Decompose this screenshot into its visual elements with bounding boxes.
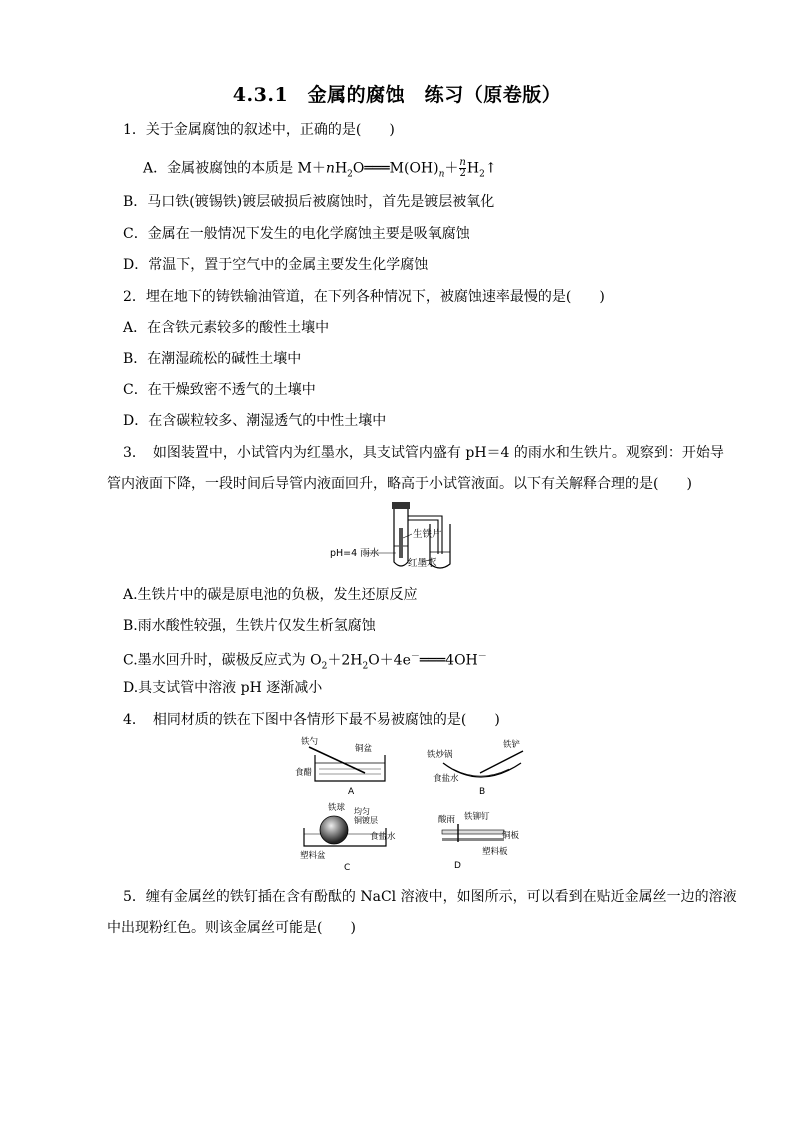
label-plastic-plate: 塑料板: [482, 847, 508, 857]
q3-stem-line1: 3． 如图装置中，小试管内为红墨水，具支试管内盛有 pH＝4 的雨水和生铁片。观察到：开始导: [123, 445, 724, 461]
iron-piece-icon: [399, 528, 403, 558]
label-figure-d: D: [454, 861, 461, 871]
q1-option-b: B．马口铁(镀锡铁)镀层破损后被腐蚀时，首先是镀层被氧化: [123, 194, 495, 210]
label-vinegar: 食醋: [295, 768, 313, 778]
q5-stem-line2: 中出现粉红色。则该金属丝可能是( ): [107, 920, 356, 936]
label-acid-rain: 酸雨: [438, 815, 456, 825]
label-iron-spoon: 铁勺: [301, 737, 319, 747]
q2-option-d: D．在含碳粒较多、潮湿透气的中性土壤中: [123, 413, 387, 429]
q5-stem-line1: 5．缠有金属丝的铁钉插在含有酚酞的 NaCl 溶液中，如图所示，可以看到在贴近金属丝一边的溶液: [123, 889, 737, 905]
q3-stem-line2: 管内液面下降，一段时间后导管内液面回升，略高于小试管液面。以下有关解释合理的是( ): [107, 476, 692, 492]
label-salt-water: 食盐水: [433, 774, 459, 784]
q1-stem: 1．关于金属腐蚀的叙述中，正确的是( ): [123, 122, 395, 138]
iron-shovel-icon: [480, 751, 523, 773]
label-figure-a: A: [348, 787, 355, 797]
q3-option-b: B.雨水酸性较强，生铁片仅发生析氢腐蚀: [123, 618, 376, 634]
label-figure-b: B: [479, 787, 486, 797]
label-plastic-basin: 塑料盆: [300, 851, 326, 861]
plastic-plate-icon: [442, 838, 504, 841]
q4-figure-c: [290, 800, 415, 872]
q3-apparatus-figure: [330, 498, 470, 578]
label-iron-rivet: 铁铆钉: [464, 812, 490, 822]
q3-option-c: C.墨水回升时，碳极反应式为 $O_2+2H_2O+4e^-═══4OH^-$: [123, 652, 487, 672]
label-ph-rain: pH=4 雨水: [330, 548, 380, 559]
copper-plate-icon: [442, 830, 504, 834]
page-title: 4.3.1 金属的腐蚀 练习（原卷版）: [232, 84, 562, 106]
label-copper-plate: 铜板: [502, 831, 520, 841]
label-iron-wok: 铁炒锅: [427, 750, 453, 760]
stopper-icon: [392, 502, 410, 509]
iron-ball-icon: [320, 816, 348, 844]
label-iron-shovel: 铁铲: [503, 740, 521, 750]
label-red-ink: 红墨水: [408, 558, 437, 569]
label-copper-basin: 铜盆: [355, 744, 373, 754]
q2-option-c: C．在干燥致密不透气的土壤中: [123, 382, 316, 398]
q2-stem: 2．埋在地下的铸铁输油管道，在下列各种情况下，被腐蚀速率最慢的是( ): [123, 289, 605, 305]
q2-option-b: B．在潮湿疏松的碱性土壤中: [123, 351, 302, 367]
q1-option-a: A．金属被腐蚀的本质是 $M+nH_2O═══M(OH)_n+$ $\frac{n}{2}$ $H_2↑$: [143, 157, 497, 180]
q2-option-a: A．在含铁元素较多的酸性土壤中: [123, 320, 330, 336]
q1-option-c: C．金属在一般情况下发生的电化学腐蚀主要是吸氧腐蚀: [123, 226, 470, 242]
q1-option-d: D．常温下，置于空气中的金属主要发生化学腐蚀: [123, 257, 429, 273]
label-iron: 生铁片: [413, 529, 442, 540]
label-salt-water-c: 食盐水: [370, 832, 396, 842]
label-copper-coating: 均匀铜镀层: [354, 807, 378, 825]
q3-option-a: A.生铁片中的碳是原电池的负极，发生还原反应: [123, 587, 418, 603]
label-figure-c: C: [344, 863, 351, 872]
label-iron-ball: 铁球: [328, 803, 346, 813]
q4-figure-a: [295, 735, 405, 797]
copper-basin-icon: [315, 755, 385, 781]
q4-stem: 4． 相同材质的铁在下图中各情形下最不易被腐蚀的是( ): [123, 712, 500, 728]
q4-figure-d: [428, 808, 538, 872]
q3-option-d: D.具支试管中溶液 pH 逐渐减小: [123, 680, 323, 696]
q4-figure-b: [425, 735, 540, 797]
